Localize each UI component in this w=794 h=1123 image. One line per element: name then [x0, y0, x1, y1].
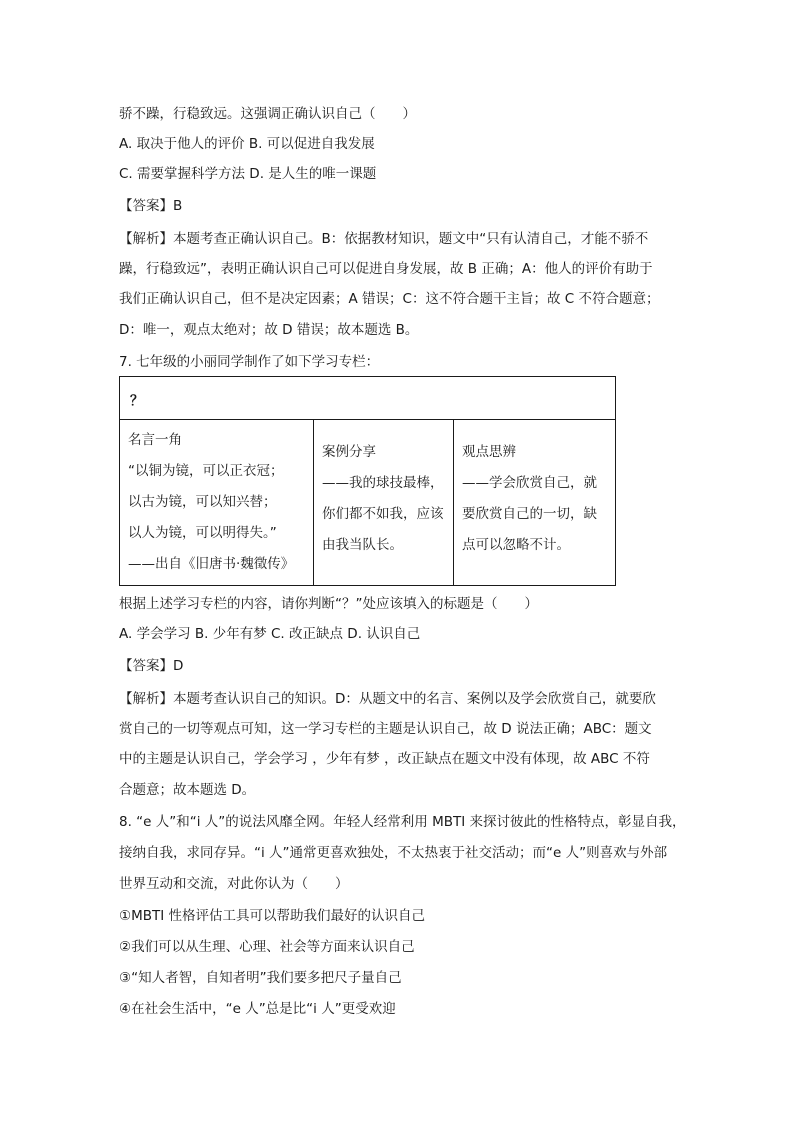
quote-source: ——出自《旧唐书·魏徵传》	[128, 556, 295, 572]
q7-analysis-line: 合题意；故本题选 D。	[119, 782, 256, 798]
q8-stem-line: 世界互动和交流，对此你认为（ ）	[119, 876, 349, 892]
table-title: ？	[130, 393, 144, 409]
q8-item: ①MBTI 性格评估工具可以帮助我们最好的认识自己	[119, 908, 426, 924]
quote-line: “以铜为镜，可以正衣冠；	[128, 463, 284, 479]
study-column-table	[119, 376, 616, 586]
q8-item: ④在社会生活中，“e 人”总是比“i 人”更受欢迎	[119, 1001, 396, 1017]
case-heading: 案例分享	[322, 444, 376, 460]
q6-answer: 【答案】B	[119, 198, 183, 214]
q8-stem-line: 8. “e 人”和“i 人”的说法风靡全网。年轻人经常利用 MBTI 来探讨彼此的性格特点，彰显自我，	[119, 814, 686, 830]
q8-stem-line: 接纳自我，求同存异。“i 人”通常更喜欢独处，不太热衷于社交活动；而“e 人”则喜欢与外部	[119, 845, 668, 861]
q6-analysis-line: 躁，行稳致远”，表明正确认识自己可以促进自身发展，故 B 正确；A：他人的评价有助于	[119, 261, 653, 277]
table-title-cell	[120, 377, 616, 420]
q8-item: ②我们可以从生理、心理、社会等方面来认识自己	[119, 939, 415, 955]
viewpoint-cell	[454, 420, 616, 586]
q7-analysis-line: 赏自己的一切等观点可知，这一学习专栏的主题是认识自己，故 D 说法正确；ABC：题文	[119, 721, 652, 737]
q6-analysis-line: 我们正确认识自己，但不是决定因素；A 错误；C：这不符合题干主旨；故 C 不符合题意；	[119, 291, 660, 307]
q6-analysis-line: 【解析】本题考查正确认识自己。B：依据教材知识，题文中“只有认清自己，才能不骄不	[119, 231, 649, 247]
case-line: 你们都不如我，应该	[322, 506, 444, 522]
viewpoint-line: 要欣赏自己的一切，缺	[462, 506, 597, 522]
q7-analysis-line: 【解析】本题考查认识自己的知识。D：从题文中的名言、案例以及学会欣赏自己，就要欣	[119, 691, 656, 707]
viewpoint-line: ——学会欣赏自己，就	[462, 475, 597, 491]
case-line: 由我当队长。	[322, 537, 403, 553]
case-line: ——我的球技最棒，	[322, 475, 444, 491]
q6-options-cd: C. 需要掌握科学方法 D. 是人生的唯一课题	[119, 166, 377, 182]
viewpoint-line: 点可以忽略不计。	[462, 537, 570, 553]
q6-stem-end: 骄不躁，行稳致远。这强调正确认识自己（ ）	[119, 106, 416, 122]
q7-analysis-line: 中的主题是认识自己，学会学习 ，少年有梦 ，改正缺点在题文中没有体现，故 ABC 不符	[119, 751, 650, 767]
q7-answer: 【答案】D	[119, 658, 184, 674]
quote-line: 以古为镜，可以知兴替；	[128, 494, 277, 510]
quote-cell	[120, 420, 314, 586]
q7-stem: 7. 七年级的小丽同学制作了如下学习专栏：	[119, 354, 380, 370]
case-cell	[314, 420, 454, 586]
viewpoint-heading: 观点思辨	[462, 444, 516, 460]
q7-question: 根据上述学习专栏的内容，请你判断“？”处应该填入的标题是（ ）	[119, 596, 538, 612]
quote-line: 以人为镜，可以明得失。”	[128, 525, 277, 541]
quote-heading: 名言一角	[128, 432, 182, 448]
q6-options-ab: A. 取决于他人的评价 B. 可以促进自我发展	[119, 136, 375, 152]
q6-analysis-line: D：唯一，观点太绝对；故 D 错误；故本题选 B。	[119, 322, 419, 338]
q8-item: ③“知人者智，自知者明”我们要多把尺子量自己	[119, 970, 402, 986]
q7-options: A. 学会学习 B. 少年有梦 C. 改正缺点 D. 认识自己	[119, 626, 421, 642]
